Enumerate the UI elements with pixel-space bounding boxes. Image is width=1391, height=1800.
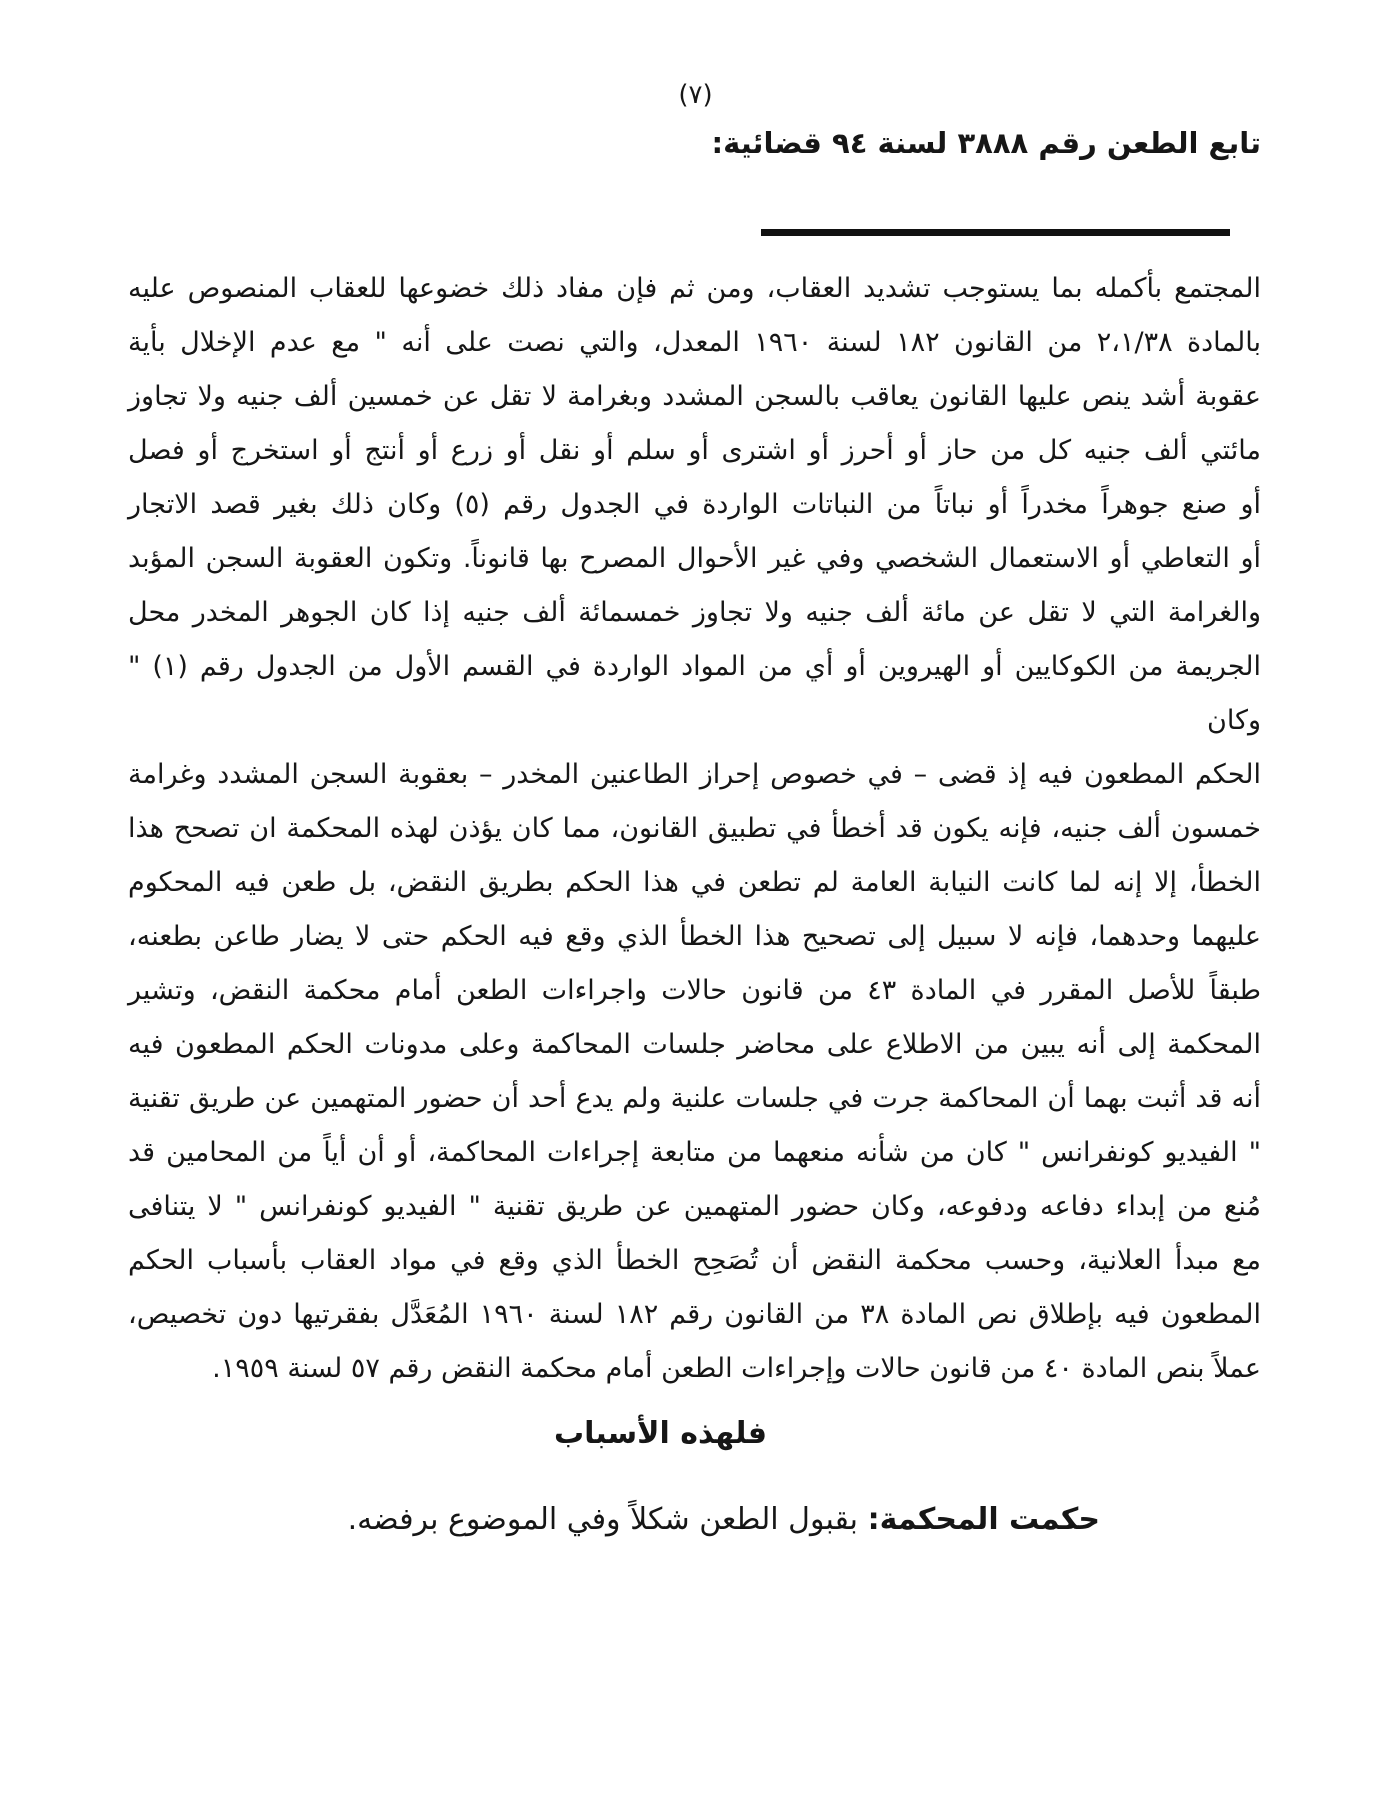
body-line: الحكم المطعون فيه إذ قضى – في خصوص إحراز الطاعنين المخدر – بعقوبة السجن المشدد وغرامة (128, 759, 1261, 790)
body-line: الخطأ، إلا إنه لما كانت النيابة العامة لم تطعن في هذا الحكم بطريق النقض، بل طعن فيه المحكوم (128, 867, 1261, 898)
body-line: المحكمة إلى أنه يبين من الاطلاع على محاضر جلسات المحاكمة وعلى مدونات الحكم المطعون فيه (128, 1029, 1261, 1060)
header-underline (761, 229, 1230, 236)
body-line: الجريمة من الكوكايين أو الهيروين أو أي من المواد الواردة في القسم الأول من الجدول رقم (١) " وكان (128, 651, 1261, 736)
verdict-text (348, 1502, 858, 1537)
body-line: أو صنع جوهراً مخدراً أو نباتاً من النباتات الواردة في الجدول رقم (٥) وكان ذلك بغير قصد الاتجار (128, 489, 1261, 520)
body-line: أنه قد أثبت بهما أن المحاكمة جرت في جلسات علنية ولم يدع أحد أن حضور المتهمين عن طريق تقنية (128, 1083, 1261, 1114)
judgment-body (128, 262, 1261, 1396)
body-line: المطعون فيه بإطلاق نص المادة ٣٨ من القانون رقم ١٨٢ لسنة ١٩٦٠ المُعَدَّل بفقرتيها دون تخصيص، (128, 1299, 1261, 1330)
reasons-heading: فلهذه الأسباب (554, 1416, 767, 1451)
verdict-label: حكمت المحكمة: (867, 1502, 1100, 1537)
body-line: بالمادة ٢،١/٣٨ من القانون ١٨٢ لسنة ١٩٦٠ المعدل، والتي نصت على أنه " مع عدم الإخلال بأية (128, 327, 1261, 358)
body-line: طبقاً للأصل المقرر في المادة ٤٣ من قانون حالات واجراءات الطعن أمام محكمة النقض، وتشير (128, 975, 1261, 1006)
body-line: مُنع من إبداء دفاعه ودفوعه، وكان حضور المتهمين عن طريق تقنية " الفيديو كونفرانس " لا يتنافى (128, 1191, 1261, 1222)
body-line: والغرامة التي لا تقل عن مائة ألف جنيه ولا تجاوز خمسمائة ألف جنيه إذا كان الجوهر المخدر محل (128, 597, 1261, 628)
case-header: تابع الطعن رقم ٣٨٨٨ لسنة ٩٤ قضائية: (711, 126, 1261, 160)
body-line: عقوبة أشد ينص عليها القانون يعاقب بالسجن المشدد وبغرامة لا تقل عن خمسين ألف جنيه ولا تجاوز (128, 381, 1261, 412)
body-line: " الفيديو كونفرانس " كان من شأنه منعهما من متابعة إجراءات المحاكمة، أو أن أياً من المحامين قد (128, 1137, 1261, 1168)
body-line: مع مبدأ العلانية، وحسب محكمة النقض أن تُصَحِح الخطأ الذي وقع في مواد العقاب بأسباب الحكم (128, 1245, 1261, 1276)
body-line: عملاً بنص المادة ٤٠ من قانون حالات وإجراءات الطعن أمام محكمة النقض رقم ٥٧ لسنة ١٩٥٩. (212, 1353, 1261, 1384)
body-line: عليهما وحدهما، فإنه لا سبيل إلى تصحيح هذا الخطأ الذي وقع فيه الحكم حتى لا يضار طاعن بطعنه، (128, 921, 1261, 952)
body-line: خمسون ألف جنيه، فإنه يكون قد أخطأ في تطبيق القانون، مما كان يؤذن لهذه المحكمة ان تصحح هذا (128, 813, 1261, 844)
body-line: أو التعاطي أو الاستعمال الشخصي وفي غير الأحوال المصرح بها قانوناً. وتكون العقوبة السجن المؤبد (128, 543, 1261, 574)
page-number: (٧) (678, 80, 713, 110)
verdict-line (130, 1496, 1100, 1544)
body-line: مائتي ألف جنيه كل من حاز أو أحرز أو اشترى أو سلم أو نقل أو زرع أو أنتج أو استخرج أو فصل (128, 435, 1261, 466)
body-line: المجتمع بأكمله بما يستوجب تشديد العقاب، ومن ثم فإن مفاد ذلك خضوعها للعقاب المنصوص عليه (128, 273, 1261, 304)
verdict-text-content: بقبول الطعن شكلاً وفي الموضوع برفضه. (347, 1502, 859, 1537)
